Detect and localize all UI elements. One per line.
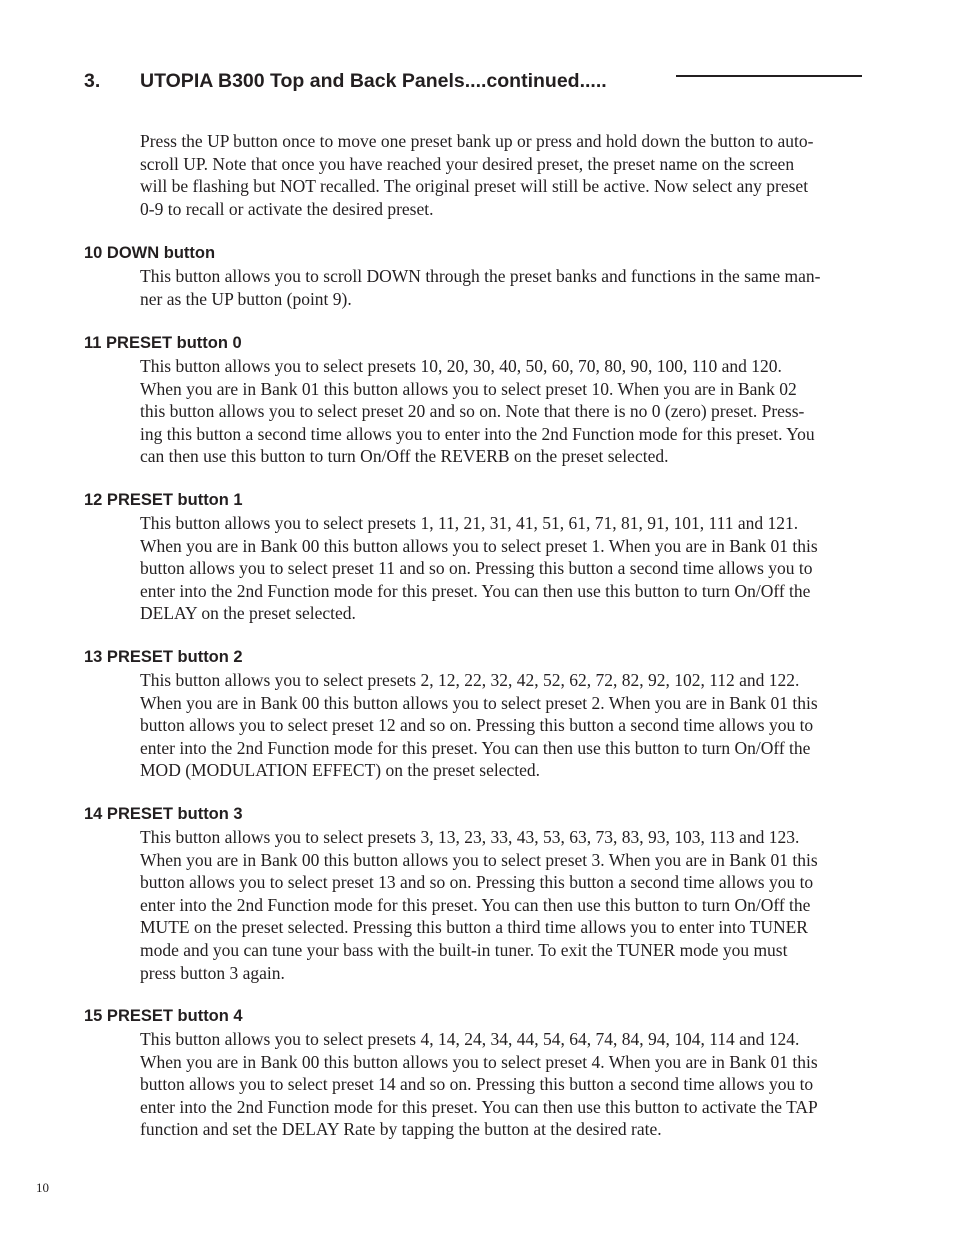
section-down-button xyxy=(84,243,884,310)
heading-rule xyxy=(676,75,862,77)
text-line: enter into the 2nd Function mode for this preset. You can then use this button to turn On/Off the xyxy=(140,894,811,915)
text-line: ner as the UP button (point 9). xyxy=(140,288,352,309)
text-line: This button allows you to select presets 4, 14, 24, 34, 44, 54, 64, 74, 84, 94, 104, 114 and 124. xyxy=(140,1029,800,1049)
text-line: function and set the DELAY Rate by tapping the button at the desired rate. xyxy=(140,1119,662,1140)
section-heading xyxy=(84,70,607,93)
text-line: When you are in Bank 00 this button allows you to select preset 1. When you are in Bank 01 this xyxy=(140,535,818,556)
subsection-title: 11 PRESET button 0 xyxy=(84,334,242,352)
text-line: button allows you to select preset 14 and so on. Pressing this button a second time allows you to xyxy=(140,1074,814,1095)
text-line: This button allows you to scroll DOWN through the preset banks and functions in the same man- xyxy=(140,266,821,286)
subsection-title: 12 PRESET button 1 xyxy=(84,491,243,509)
text-line: This button allows you to select presets 10, 20, 30, 40, 50, 60, 70, 80, 90, 100, 110 and 120. xyxy=(140,356,782,376)
text-line: This button allows you to select presets 3, 13, 23, 33, 43, 53, 63, 73, 83, 93, 103, 113 and 123. xyxy=(140,827,800,847)
text-line: When you are in Bank 00 this button allows you to select preset 4. When you are in Bank 01 this xyxy=(140,1051,818,1072)
subsection-body xyxy=(140,1028,872,1141)
subsection-title: 10 DOWN button xyxy=(84,244,216,262)
subsection-body xyxy=(140,669,872,782)
section-preset-button-4 xyxy=(84,1006,884,1141)
intro-paragraph xyxy=(140,130,872,220)
text-line: enter into the 2nd Function mode for this preset. You can then use this button to turn On/Off the xyxy=(140,580,811,601)
page-number: 10 xyxy=(36,1180,49,1195)
text-line: this button allows you to select preset 20 and so on. Note that there is no 0 (zero) preset. Press- xyxy=(140,401,805,422)
text-line: scroll UP. Note that once you have reached your desired preset, the preset name on the screen xyxy=(140,153,795,174)
text-line: button allows you to select preset 12 and so on. Pressing this button a second time allows you to xyxy=(140,715,814,736)
text-line: MUTE on the preset selected. Pressing this button a third time allows you to enter into TUNER xyxy=(140,917,808,938)
text-line: ing this button a second time allows you to enter into the 2nd Function mode for this preset. You xyxy=(140,423,815,444)
section-number: 3. xyxy=(84,70,101,92)
text-line: MOD (MODULATION EFFECT) on the preset selected. xyxy=(140,760,540,781)
text-line: This button allows you to select presets 1, 11, 21, 31, 41, 51, 61, 71, 81, 91, 101, 111 and 121. xyxy=(140,513,799,533)
subsection-title: 13 PRESET button 2 xyxy=(84,648,243,666)
text-line: When you are in Bank 00 this button allows you to select preset 2. When you are in Bank 01 this xyxy=(140,692,818,713)
section-preset-button-1 xyxy=(84,490,884,625)
text-line: mode and you can tune your bass with the built-in tuner. To exit the TUNER mode you must xyxy=(140,939,788,960)
text-line: can then use this button to turn On/Off the REVERB on the preset selected. xyxy=(140,446,669,467)
text-line: DELAY on the preset selected. xyxy=(140,603,356,624)
section-title: UTOPIA B300 Top and Back Panels....continued..... xyxy=(140,70,607,92)
text-line: press button 3 again. xyxy=(140,962,285,983)
text-line: This button allows you to select presets 2, 12, 22, 32, 42, 52, 62, 72, 82, 92, 102, 112 and 122. xyxy=(140,670,800,690)
text-line: button allows you to select preset 11 and so on. Pressing this button a second time allows you to xyxy=(140,558,813,579)
section-preset-button-0 xyxy=(84,333,884,468)
text-line: 0-9 to recall or activate the desired preset. xyxy=(140,198,434,219)
text-line: Press the UP button once to move one preset bank up or press and hold down the button to auto- xyxy=(140,131,814,151)
text-line: button allows you to select preset 13 and so on. Pressing this button a second time allows you to xyxy=(140,872,814,893)
text-line: When you are in Bank 00 this button allows you to select preset 3. When you are in Bank 01 this xyxy=(140,849,818,870)
subsection-body xyxy=(140,826,872,984)
text-line: enter into the 2nd Function mode for this preset. You can then use this button to activate the TAP xyxy=(140,1096,818,1117)
text-line: When you are in Bank 01 this button allows you to select preset 10. When you are in Bank 02 xyxy=(140,378,797,399)
subsection-title: 15 PRESET button 4 xyxy=(84,1007,243,1025)
subsection-body xyxy=(140,265,872,310)
text-line: will be flashing but NOT recalled. The original preset will still be active. Now select any preset xyxy=(140,176,809,197)
subsection-body xyxy=(140,355,872,468)
section-preset-button-2 xyxy=(84,647,884,782)
text-line: enter into the 2nd Function mode for this preset. You can then use this button to turn On/Off the xyxy=(140,737,811,758)
subsection-body xyxy=(140,512,872,625)
section-preset-button-3 xyxy=(84,804,884,984)
subsection-title: 14 PRESET button 3 xyxy=(84,805,243,823)
